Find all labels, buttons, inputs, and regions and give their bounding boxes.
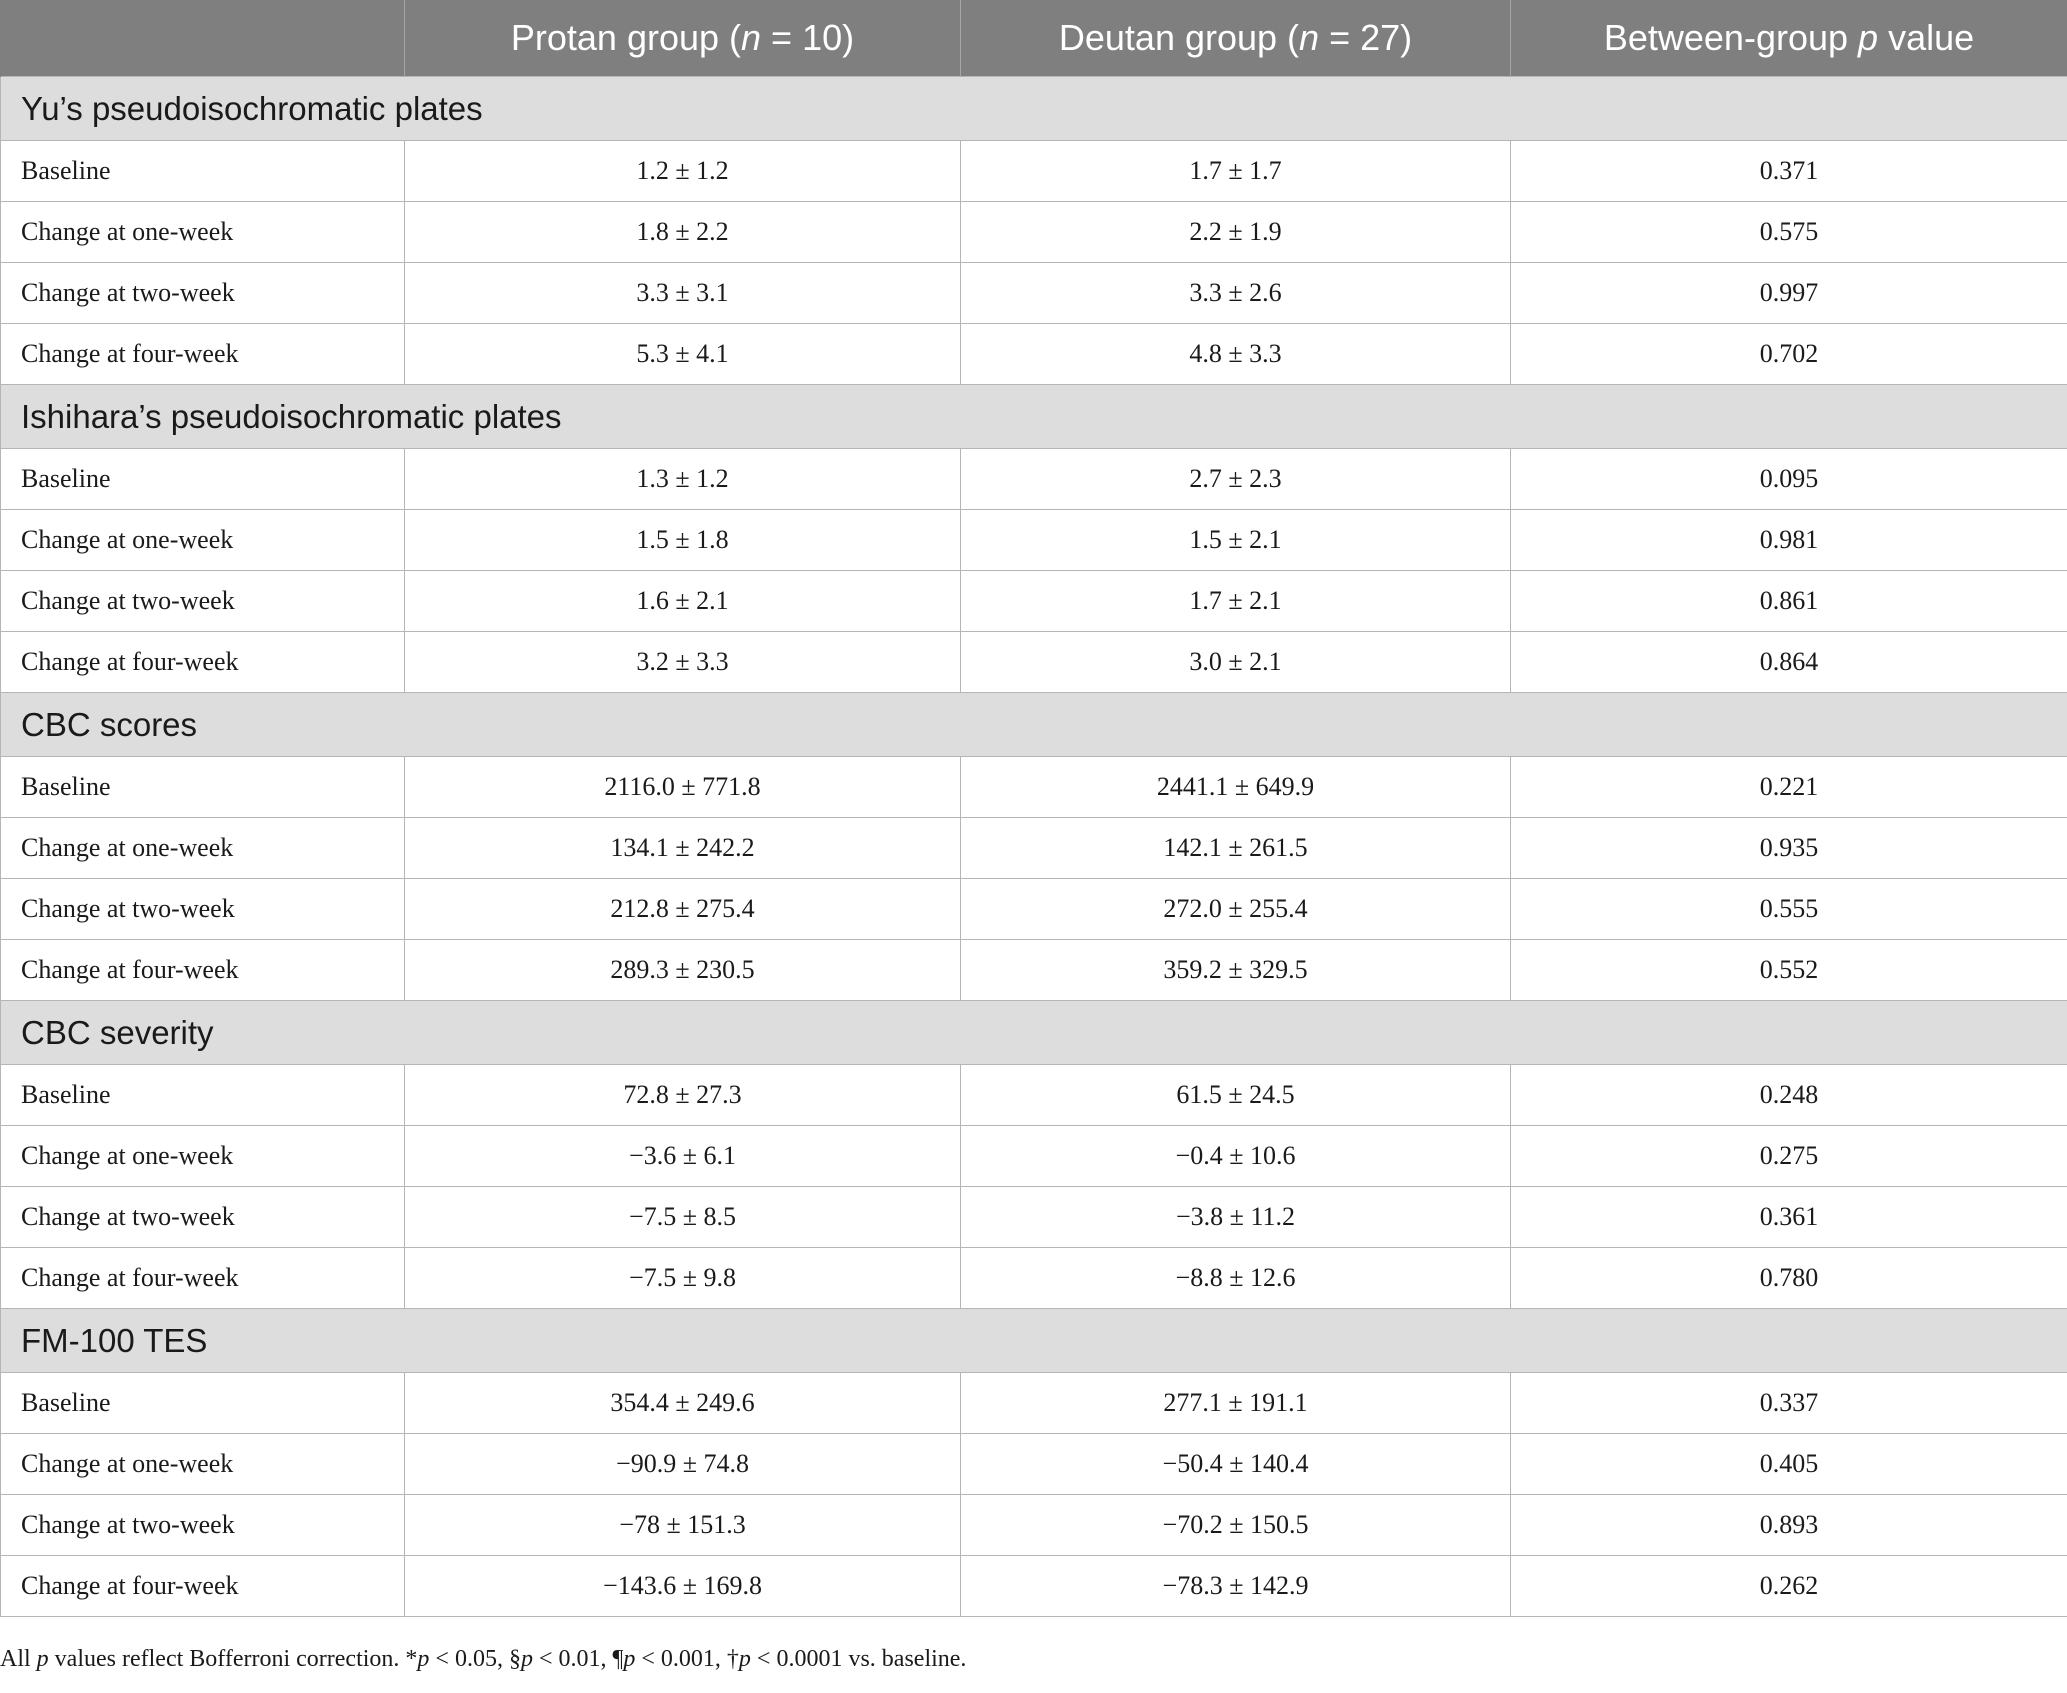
- table-row: [1, 879, 2067, 940]
- table-row: [1, 263, 2067, 324]
- table-body: [1, 77, 2067, 1617]
- row-label: Change at four-week: [1, 1556, 405, 1617]
- deutan-value: −3.8 ± 11.2: [961, 1187, 1511, 1248]
- header-p-value: [1511, 0, 2067, 77]
- p-value: 0.893: [1511, 1495, 2067, 1556]
- row-label: Change at one-week: [1, 510, 405, 571]
- protan-value: −143.6 ± 169.8: [405, 1556, 961, 1617]
- header-protan-n: n: [741, 17, 762, 58]
- row-label: Change at four-week: [1, 940, 405, 1001]
- header-deutan-post: = 27): [1319, 17, 1413, 58]
- protan-value: −7.5 ± 9.8: [405, 1248, 961, 1309]
- row-label: Change at one-week: [1, 202, 405, 263]
- p-value: 0.361: [1511, 1187, 2067, 1248]
- table-row: [1, 940, 2067, 1001]
- p-value: 0.997: [1511, 263, 2067, 324]
- deutan-value: 1.7 ± 1.7: [961, 141, 1511, 202]
- protan-value: 5.3 ± 4.1: [405, 324, 961, 385]
- deutan-value: 61.5 ± 24.5: [961, 1065, 1511, 1126]
- table-row: [1, 757, 2067, 818]
- section-title: CBC severity: [1, 1001, 2067, 1065]
- deutan-value: −50.4 ± 140.4: [961, 1434, 1511, 1495]
- deutan-value: −8.8 ± 12.6: [961, 1248, 1511, 1309]
- deutan-value: 1.5 ± 2.1: [961, 510, 1511, 571]
- protan-value: 134.1 ± 242.2: [405, 818, 961, 879]
- row-label: Change at four-week: [1, 324, 405, 385]
- table-row: [1, 1556, 2067, 1617]
- p-value: 0.371: [1511, 141, 2067, 202]
- table-row: [1, 1187, 2067, 1248]
- table-row: [1, 1248, 2067, 1309]
- table-row: [1, 324, 2067, 385]
- deutan-value: −70.2 ± 150.5: [961, 1495, 1511, 1556]
- footnote-text: < 0.001, †: [635, 1646, 739, 1672]
- section-header-row: [1, 693, 2067, 757]
- section-title: FM-100 TES: [1, 1309, 2067, 1373]
- p-value: 0.405: [1511, 1434, 2067, 1495]
- deutan-value: 277.1 ± 191.1: [961, 1373, 1511, 1434]
- p-value: 0.337: [1511, 1373, 2067, 1434]
- deutan-value: 2.2 ± 1.9: [961, 202, 1511, 263]
- protan-value: −90.9 ± 74.8: [405, 1434, 961, 1495]
- row-label: Change at two-week: [1, 1495, 405, 1556]
- protan-value: 2116.0 ± 771.8: [405, 757, 961, 818]
- p-value: 0.575: [1511, 202, 2067, 263]
- deutan-value: −78.3 ± 142.9: [961, 1556, 1511, 1617]
- table-header: [1, 0, 2067, 77]
- table-row: [1, 449, 2067, 510]
- table-row: [1, 202, 2067, 263]
- protan-value: 1.2 ± 1.2: [405, 141, 961, 202]
- footnote-text: < 0.05, §: [429, 1646, 521, 1672]
- deutan-value: −0.4 ± 10.6: [961, 1126, 1511, 1187]
- footnote-text: < 0.01, ¶: [532, 1646, 624, 1672]
- footnote-text: < 0.0001 vs. baseline.: [750, 1646, 967, 1672]
- footnote-p: p: [623, 1646, 636, 1672]
- protan-value: 212.8 ± 275.4: [405, 879, 961, 940]
- row-label: Baseline: [1, 1065, 405, 1126]
- deutan-value: 2441.1 ± 649.9: [961, 757, 1511, 818]
- row-label: Change at two-week: [1, 879, 405, 940]
- row-label: Baseline: [1, 449, 405, 510]
- p-value: 0.221: [1511, 757, 2067, 818]
- p-value: 0.981: [1511, 510, 2067, 571]
- table-row: [1, 632, 2067, 693]
- protan-value: 3.2 ± 3.3: [405, 632, 961, 693]
- table-row: [1, 818, 2067, 879]
- protan-value: −3.6 ± 6.1: [405, 1126, 961, 1187]
- deutan-value: 142.1 ± 261.5: [961, 818, 1511, 879]
- protan-value: 72.8 ± 27.3: [405, 1065, 961, 1126]
- protan-value: −7.5 ± 8.5: [405, 1187, 961, 1248]
- header-row: [1, 0, 2067, 77]
- header-deutan-n: n: [1299, 17, 1320, 58]
- deutan-value: 359.2 ± 329.5: [961, 940, 1511, 1001]
- protan-value: 354.4 ± 249.6: [405, 1373, 961, 1434]
- protan-value: 1.5 ± 1.8: [405, 510, 961, 571]
- p-value: 0.262: [1511, 1556, 2067, 1617]
- p-value: 0.248: [1511, 1065, 2067, 1126]
- deutan-value: 3.3 ± 2.6: [961, 263, 1511, 324]
- p-value: 0.095: [1511, 449, 2067, 510]
- p-value: 0.275: [1511, 1126, 2067, 1187]
- row-label: Change at two-week: [1, 263, 405, 324]
- table-row: [1, 141, 2067, 202]
- table-footnote: [0, 1646, 966, 1673]
- section-header-row: [1, 77, 2067, 141]
- footnote-text: All: [0, 1646, 37, 1672]
- p-value: 0.552: [1511, 940, 2067, 1001]
- header-protan-post: = 10): [761, 17, 855, 58]
- row-label: Baseline: [1, 1373, 405, 1434]
- footnote-p: p: [738, 1646, 751, 1672]
- footnote-p: p: [520, 1646, 533, 1672]
- header-p-post: value: [1878, 17, 1975, 58]
- row-label: Change at four-week: [1, 1248, 405, 1309]
- header-protan: [405, 0, 961, 77]
- header-protan-pre: Protan group (: [510, 17, 742, 58]
- table-row: [1, 1434, 2067, 1495]
- p-value: 0.861: [1511, 571, 2067, 632]
- protan-value: 289.3 ± 230.5: [405, 940, 961, 1001]
- protan-value: 3.3 ± 3.1: [405, 263, 961, 324]
- section-title: Ishihara’s pseudoisochromatic plates: [1, 385, 2067, 449]
- table-row: [1, 510, 2067, 571]
- p-value: 0.864: [1511, 632, 2067, 693]
- row-label: Change at one-week: [1, 818, 405, 879]
- table-row: [1, 1373, 2067, 1434]
- p-value: 0.555: [1511, 879, 2067, 940]
- footnote-text: values reflect Bofferroni correction. *: [48, 1646, 418, 1672]
- p-value: 0.780: [1511, 1248, 2067, 1309]
- footnote-p: p: [417, 1646, 430, 1672]
- header-p-pre: Between-group: [1603, 17, 1859, 58]
- row-label: Baseline: [1, 141, 405, 202]
- protan-value: −78 ± 151.3: [405, 1495, 961, 1556]
- header-deutan-pre: Deutan group (: [1058, 17, 1300, 58]
- section-title: CBC scores: [1, 693, 2067, 757]
- protan-value: 1.8 ± 2.2: [405, 202, 961, 263]
- row-label: Change at four-week: [1, 632, 405, 693]
- deutan-value: 1.7 ± 2.1: [961, 571, 1511, 632]
- section-title: Yu’s pseudoisochromatic plates: [1, 77, 2067, 141]
- deutan-value: 272.0 ± 255.4: [961, 879, 1511, 940]
- table-row: [1, 1495, 2067, 1556]
- row-label: Baseline: [1, 757, 405, 818]
- protan-value: 1.6 ± 2.1: [405, 571, 961, 632]
- table-row: [1, 571, 2067, 632]
- section-header-row: [1, 1001, 2067, 1065]
- header-blank: [1, 0, 405, 77]
- header-p-italic: p: [1858, 17, 1879, 58]
- table-row: [1, 1126, 2067, 1187]
- row-label: Change at two-week: [1, 571, 405, 632]
- p-value: 0.702: [1511, 324, 2067, 385]
- protan-value: 1.3 ± 1.2: [405, 449, 961, 510]
- row-label: Change at two-week: [1, 1187, 405, 1248]
- deutan-value: 2.7 ± 2.3: [961, 449, 1511, 510]
- header-deutan: [961, 0, 1511, 77]
- deutan-value: 4.8 ± 3.3: [961, 324, 1511, 385]
- footnote-p: p: [36, 1646, 49, 1672]
- section-header-row: [1, 385, 2067, 449]
- row-label: Change at one-week: [1, 1126, 405, 1187]
- deutan-value: 3.0 ± 2.1: [961, 632, 1511, 693]
- section-header-row: [1, 1309, 2067, 1373]
- table-row: [1, 1065, 2067, 1126]
- p-value: 0.935: [1511, 818, 2067, 879]
- row-label: Change at one-week: [1, 1434, 405, 1495]
